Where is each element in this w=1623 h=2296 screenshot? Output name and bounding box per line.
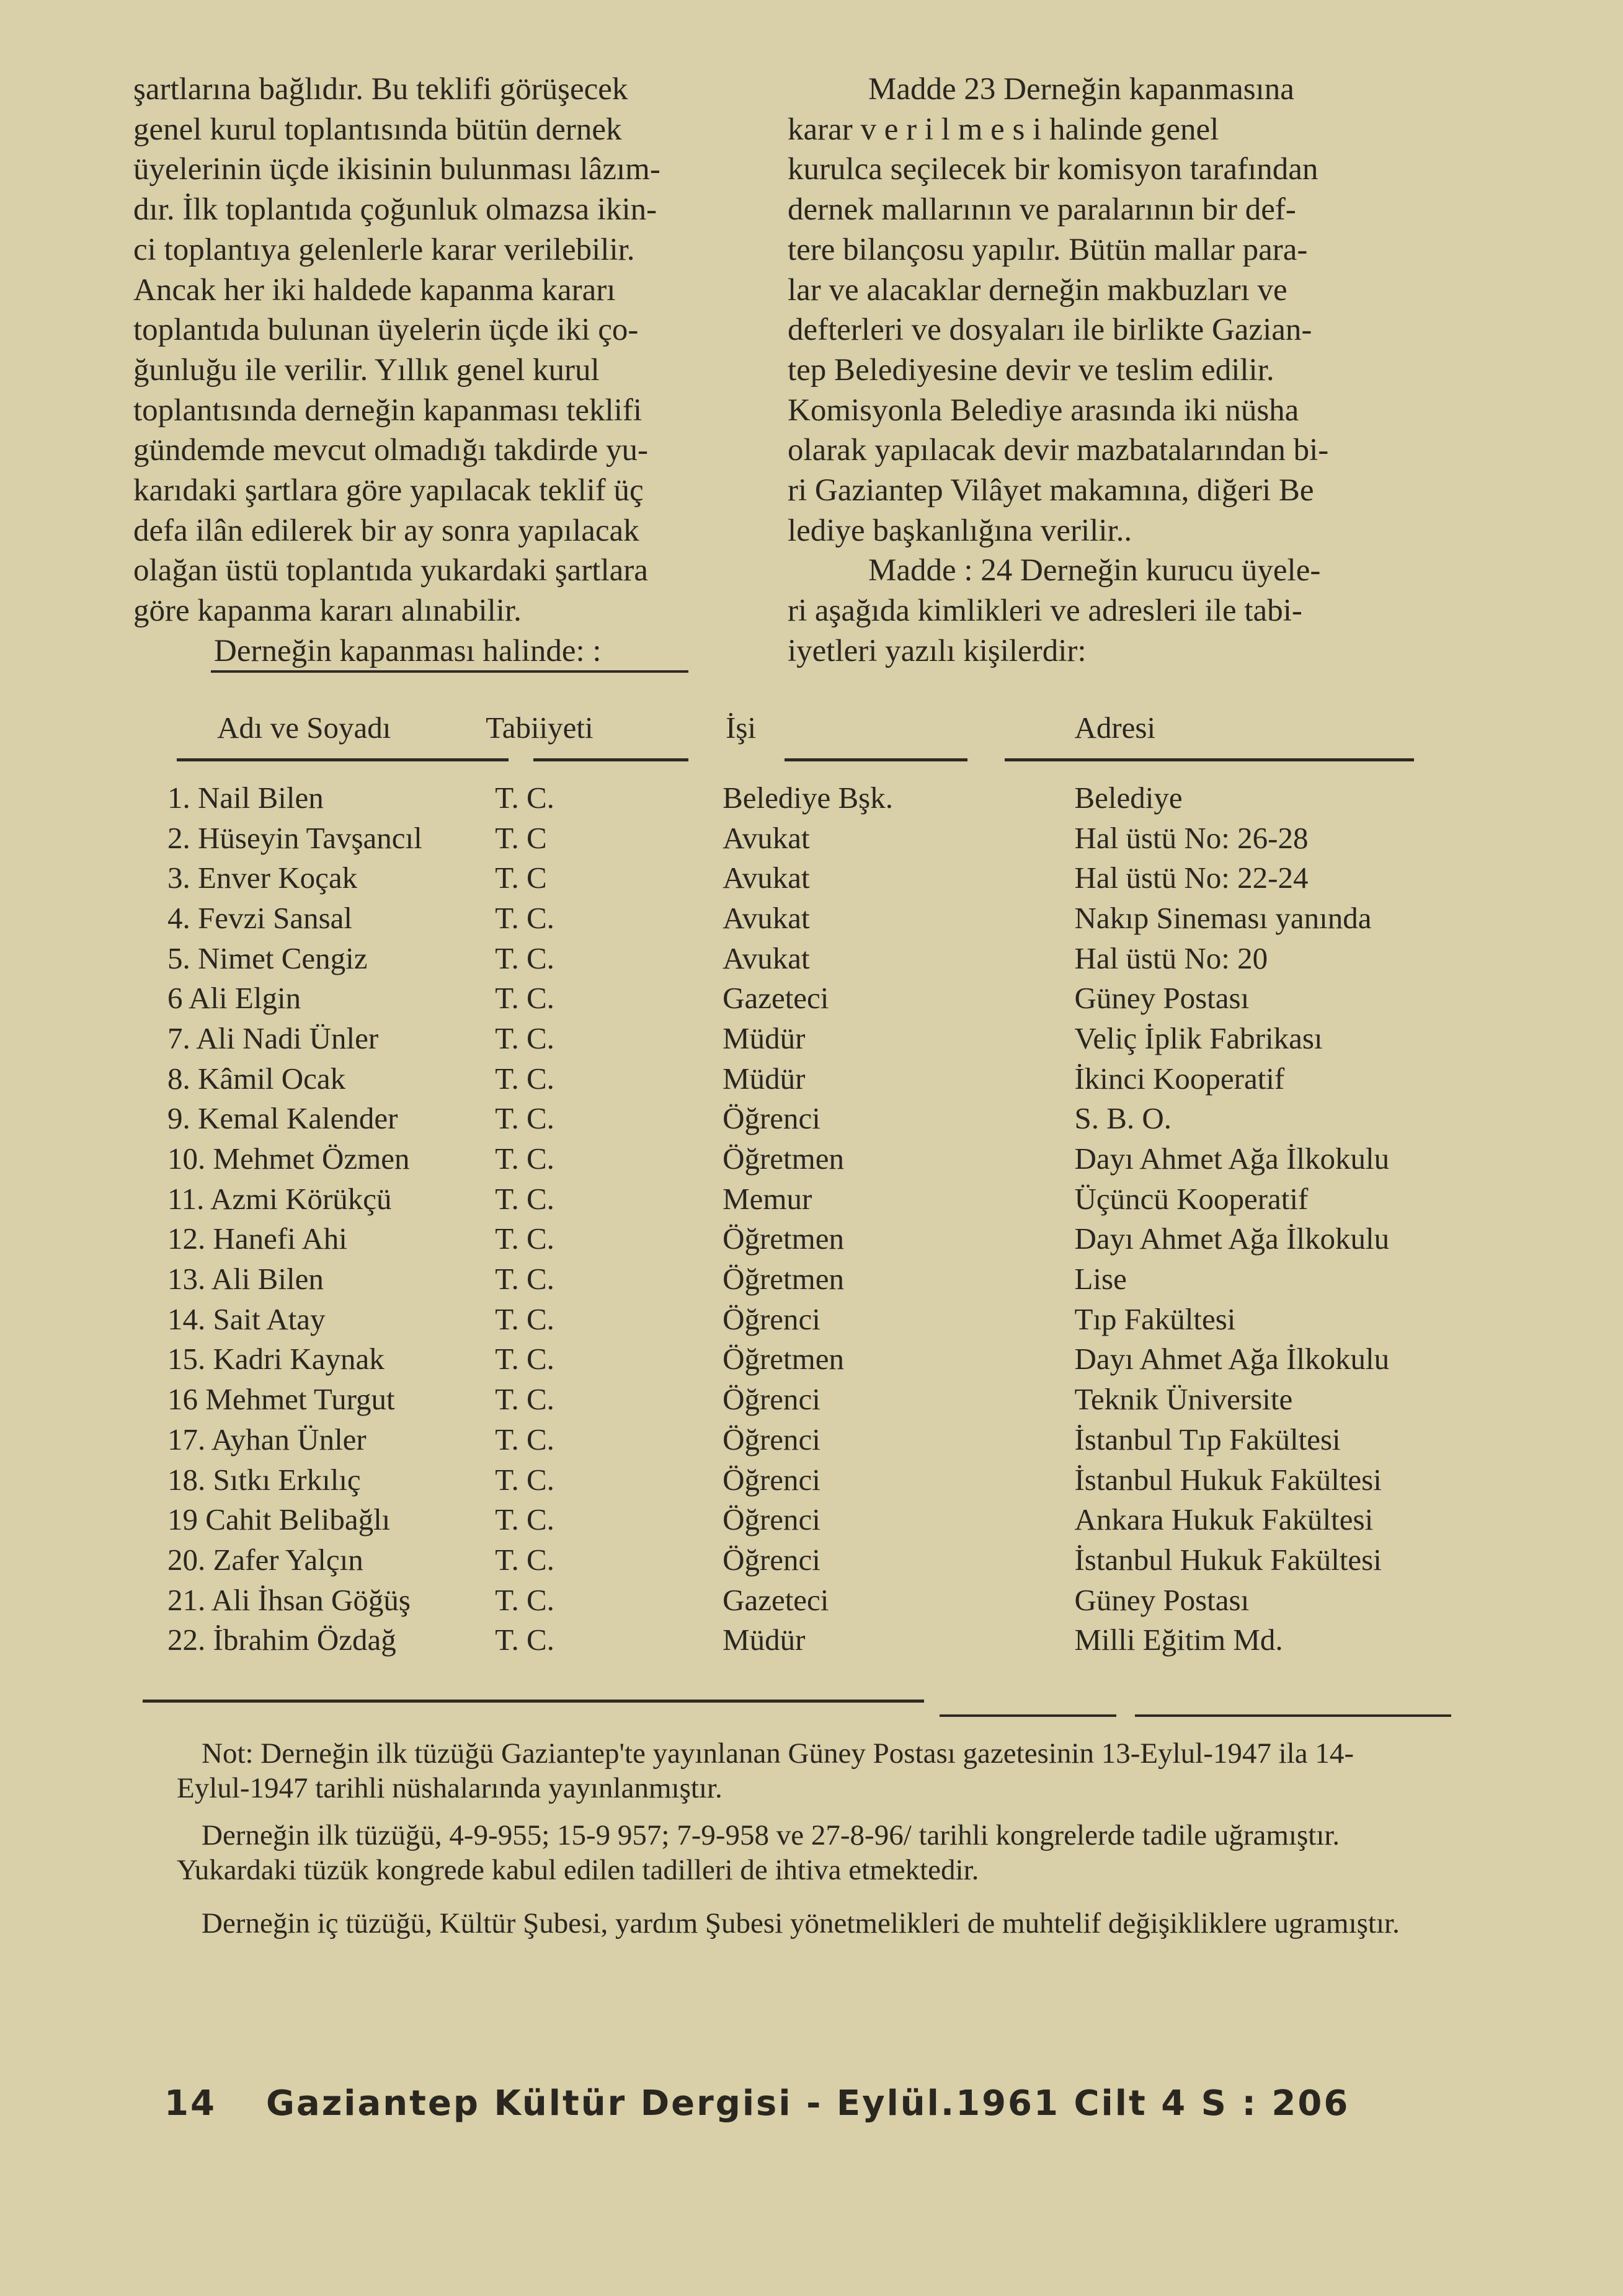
- member-nationality: T. C.: [495, 941, 554, 975]
- header-occupation: İşi: [726, 711, 757, 745]
- table-row: [167, 1419, 1426, 1460]
- member-address: Dayı Ahmet Ağa İlkokulu: [1074, 1141, 1390, 1176]
- member-address: Güney Postası: [1074, 1582, 1250, 1617]
- member-occupation: Öğrenci: [723, 1422, 820, 1456]
- member-nationality: T. C.: [495, 1623, 554, 1657]
- member-occupation: Müdür: [723, 1623, 806, 1657]
- member-address: Nakıp Sineması yanında: [1074, 900, 1372, 935]
- note-first-statute: Not: Derneğin ilk tüzüğü Gaziantep'te yayınlanan Güney Postası gazetesinin 13-Eylul-1947 ila 14-Eylul-1947 tarihli nüshalarında yayınlanmıştır.: [177, 1737, 1354, 1804]
- member-name: 8. Kâmil Ocak: [167, 1061, 346, 1096]
- member-address: S. B. O.: [1074, 1101, 1172, 1136]
- header-address: Adresi: [1074, 711, 1156, 745]
- text-line: defa ilân edilerek bir ay sonra yapılacak: [133, 513, 639, 548]
- member-name: 17. Ayhan Ünler: [167, 1422, 367, 1456]
- text-line: şartlarına bağlıdır. Bu teklifi görüşecek: [133, 72, 628, 107]
- member-address: İstanbul Hukuk Fakültesi: [1074, 1542, 1382, 1577]
- member-address: Dayı Ahmet Ağa İlkokulu: [1074, 1221, 1390, 1256]
- table-row: [167, 778, 1426, 818]
- member-name: 22. İbrahim Özdağ: [167, 1623, 396, 1657]
- table-row: [167, 1299, 1426, 1339]
- table-row: [167, 1099, 1426, 1139]
- text-line: tep Belediyesine devir ve teslim edilir.: [788, 352, 1274, 388]
- text-line: Madde 23 Derneğin kapanmasına: [868, 72, 1294, 107]
- header-nationality: Tabiiyeti: [486, 711, 594, 745]
- member-nationality: T. C.: [495, 1061, 554, 1096]
- member-address: Milli Eğitim Md.: [1074, 1623, 1283, 1657]
- text-line: üyelerinin üçde ikisinin bulunması lâzım-: [133, 152, 660, 187]
- table-row: [167, 1058, 1426, 1099]
- table-row: [167, 1339, 1426, 1380]
- text-line: defterleri ve dosyaları ile birlikte Gazian-: [788, 312, 1312, 348]
- member-name: 19 Cahit Belibağlı: [167, 1502, 391, 1537]
- header-rule-nationality: [533, 758, 688, 761]
- journal-citation: Gaziantep Kültür Dergisi - Eylül.1961 Cilt 4 S : 206: [265, 2083, 1350, 2124]
- member-nationality: T. C.: [495, 1462, 554, 1497]
- member-name: 12. Hanefi Ahi: [167, 1221, 347, 1256]
- member-name: 10. Mehmet Özmen: [167, 1141, 410, 1176]
- member-occupation: Öğrenci: [723, 1382, 820, 1417]
- header-rule-occupation: [785, 758, 967, 761]
- table-row: [167, 1499, 1426, 1540]
- text-line: göre kapanma kararı alınabilir.: [133, 593, 522, 629]
- member-nationality: T. C.: [495, 1502, 554, 1537]
- member-address: İstanbul Hukuk Fakültesi: [1074, 1462, 1382, 1497]
- member-occupation: Öğrenci: [723, 1542, 820, 1577]
- member-address: Hal üstü No: 26-28: [1074, 820, 1309, 855]
- member-nationality: T. C.: [495, 1141, 554, 1176]
- text-line: tere bilançosu yapılır. Bütün mallar para-: [788, 232, 1308, 267]
- member-name: 16 Mehmet Turgut: [167, 1382, 395, 1417]
- member-name: 1. Nail Bilen: [167, 780, 324, 815]
- member-occupation: Öğrenci: [723, 1502, 820, 1537]
- table-row: [167, 938, 1426, 978]
- table-row: [167, 1460, 1426, 1500]
- table-row: [167, 858, 1426, 898]
- member-address: Lise: [1074, 1262, 1127, 1296]
- text-line: dernek mallarının ve paralarının bir def-: [788, 192, 1296, 228]
- member-address: Belediye: [1074, 780, 1183, 815]
- member-address: Üçüncü Kooperatif: [1074, 1181, 1309, 1216]
- member-name: 6 Ali Elgin: [167, 981, 301, 1016]
- text-line: Ancak her iki haldede kapanma kararı: [133, 272, 616, 308]
- member-address: Hal üstü No: 20: [1074, 941, 1268, 975]
- member-nationality: T. C.: [495, 1542, 554, 1577]
- member-occupation: Öğretmen: [723, 1221, 844, 1256]
- member-name: 9. Kemal Kalender: [167, 1101, 398, 1136]
- member-nationality: T. C.: [495, 1221, 554, 1256]
- text-line: lar ve alacaklar derneğin makbuzları ve: [788, 272, 1287, 308]
- text-line: ri Gaziantep Vilâyet makamına, diğeri Be: [788, 473, 1314, 508]
- right-text-column: [788, 69, 1451, 672]
- table-row: [167, 818, 1426, 858]
- member-occupation: Gazeteci: [723, 981, 829, 1016]
- member-name: 4. Fevzi Sansal: [167, 900, 353, 935]
- header-rule-name: [177, 758, 509, 761]
- member-nationality: T. C.: [495, 1342, 554, 1376]
- table-row: [167, 898, 1426, 938]
- member-address: İstanbul Tıp Fakültesi: [1074, 1422, 1341, 1456]
- member-occupation: Öğretmen: [723, 1342, 844, 1376]
- table-row: [167, 1620, 1426, 1660]
- text-line: karar v e r i l m e s i halinde genel: [788, 112, 1219, 147]
- text-line: Madde : 24 Derneğin kurucu üyele-: [868, 553, 1321, 588]
- page-number: 14: [164, 2083, 216, 2124]
- member-occupation: Belediye Bşk.: [723, 780, 893, 815]
- member-address: Tıp Fakültesi: [1074, 1301, 1236, 1336]
- notes-section: [177, 1736, 1423, 1953]
- member-nationality: T. C.: [495, 1382, 554, 1417]
- table-end-rule-left: [143, 1700, 924, 1703]
- table-row: [167, 1138, 1426, 1179]
- text-line: gündemde mevcut olmadığı takdirde yu-: [133, 433, 648, 468]
- member-name: 2. Hüseyin Tavşancıl: [167, 820, 422, 855]
- member-name: 20. Zafer Yalçın: [167, 1542, 363, 1577]
- member-occupation: Avukat: [723, 861, 810, 895]
- member-nationality: T. C: [495, 820, 547, 855]
- member-occupation: Öğrenci: [723, 1101, 820, 1136]
- left-text-column: [133, 69, 688, 672]
- table-row: [167, 1379, 1426, 1419]
- text-line: ğunluğu ile verilir. Yıllık genel kurul: [133, 352, 600, 388]
- table-row: [167, 1540, 1426, 1580]
- member-nationality: T. C.: [495, 1101, 554, 1136]
- text-line: kurulca seçilecek bir komisyon tarafından: [788, 152, 1318, 187]
- member-address: Veliç İplik Fabrikası: [1074, 1021, 1323, 1055]
- text-line: iyetleri yazılı kişilerdir:: [788, 633, 1087, 668]
- text-line: ri aşağıda kimlikleri ve adresleri ile tabi-: [788, 593, 1302, 629]
- table-row: [167, 1580, 1426, 1620]
- page-footer: [164, 2083, 1436, 2124]
- member-address: Hal üstü No: 22-24: [1074, 861, 1309, 895]
- text-line: Komisyonla Belediye arasında iki nüsha: [788, 392, 1299, 428]
- member-nationality: T. C.: [495, 1422, 554, 1456]
- text-line: genel kurul toplantısında bütün dernek: [133, 112, 622, 147]
- text-line: dır. İlk toplantıda çoğunluk olmazsa ikin-: [133, 192, 657, 228]
- member-name: 21. Ali İhsan Göğüş: [167, 1582, 411, 1617]
- member-nationality: T. C.: [495, 780, 554, 815]
- member-nationality: T. C.: [495, 1582, 554, 1617]
- note-internal-regulations: Derneğin iç tüzüğü, Kültür Şubesi, yardım Şubesi yönetmelikleri de muhtelif değişikliklere ugramıştır.: [202, 1907, 1400, 1939]
- founding-members-table: [167, 698, 1426, 1660]
- member-nationality: T. C.: [495, 1181, 554, 1216]
- table-row: [167, 1259, 1426, 1299]
- member-name: 5. Nimet Cengiz: [167, 941, 368, 975]
- text-line: ci toplantıya gelenlerle karar verilebilir.: [133, 232, 635, 267]
- member-name: 14. Sait Atay: [167, 1301, 326, 1336]
- text-line: olağan üstü toplantıda yukardaki şartlara: [133, 553, 648, 588]
- member-address: Güney Postası: [1074, 981, 1250, 1016]
- member-name: 18. Sıtkı Erkılıç: [167, 1462, 361, 1497]
- text-line: lediye başkanlığına verilir..: [788, 513, 1132, 548]
- member-occupation: Avukat: [723, 900, 810, 935]
- table-body: [167, 758, 1426, 1660]
- member-name: 15. Kadri Kaynak: [167, 1342, 385, 1376]
- table-row: [167, 1219, 1426, 1259]
- table-end-rule-far-right: [1135, 1714, 1451, 1717]
- member-nationality: T. C.: [495, 900, 554, 935]
- header-name: Adı ve Soyadı: [217, 711, 391, 745]
- member-occupation: Öğrenci: [723, 1301, 820, 1336]
- member-occupation: Müdür: [723, 1061, 806, 1096]
- member-name: 7. Ali Nadi Ünler: [167, 1021, 379, 1055]
- table-row: [167, 978, 1426, 1018]
- note-amendments: Derneğin ilk tüzüğü, 4-9-955; 15-9 957; 7-9-958 ve 27-8-96/ tarihli kongrelerde tadile uğramıştır. Yukardaki tüzük kongrede kabul edilen tadilleri de ihtiva etmektedir.: [177, 1819, 1340, 1886]
- header-rule-address: [1005, 758, 1414, 761]
- member-name: 11. Azmi Körükçü: [167, 1181, 392, 1216]
- table-header-row: [167, 698, 1426, 758]
- member-occupation: Öğretmen: [723, 1262, 844, 1296]
- member-occupation: Memur: [723, 1181, 812, 1216]
- table-row: [167, 1179, 1426, 1219]
- member-occupation: Avukat: [723, 941, 810, 975]
- text-line: olarak yapılacak devir mazbatalarından bi-: [788, 433, 1329, 468]
- table-row: [167, 1018, 1426, 1058]
- left-column-end-rule: [211, 670, 688, 673]
- table-end-rule-right: [940, 1714, 1116, 1717]
- member-nationality: T. C.: [495, 1301, 554, 1336]
- member-nationality: T. C.: [495, 981, 554, 1016]
- member-nationality: T. C.: [495, 1262, 554, 1296]
- member-address: Ankara Hukuk Fakültesi: [1074, 1502, 1374, 1537]
- member-occupation: Gazeteci: [723, 1582, 829, 1617]
- member-nationality: T. C.: [495, 1021, 554, 1055]
- text-line: Derneğin kapanması halinde: :: [214, 633, 602, 668]
- member-occupation: Öğretmen: [723, 1141, 844, 1176]
- member-occupation: Müdür: [723, 1021, 806, 1055]
- member-name: 13. Ali Bilen: [167, 1262, 324, 1296]
- member-name: 3. Enver Koçak: [167, 861, 358, 895]
- member-occupation: Öğrenci: [723, 1462, 820, 1497]
- text-line: toplantıda bulunan üyelerin üçde iki ço-: [133, 312, 639, 348]
- text-line: karıdaki şartlara göre yapılacak teklif üç: [133, 473, 644, 508]
- member-address: Dayı Ahmet Ağa İlkokulu: [1074, 1342, 1390, 1376]
- member-address: Teknik Üniversite: [1074, 1382, 1293, 1417]
- member-address: İkinci Kooperatif: [1074, 1061, 1285, 1096]
- text-line: toplantısında derneğin kapanması teklifi: [133, 392, 643, 428]
- member-occupation: Avukat: [723, 820, 810, 855]
- member-nationality: T. C: [495, 861, 547, 895]
